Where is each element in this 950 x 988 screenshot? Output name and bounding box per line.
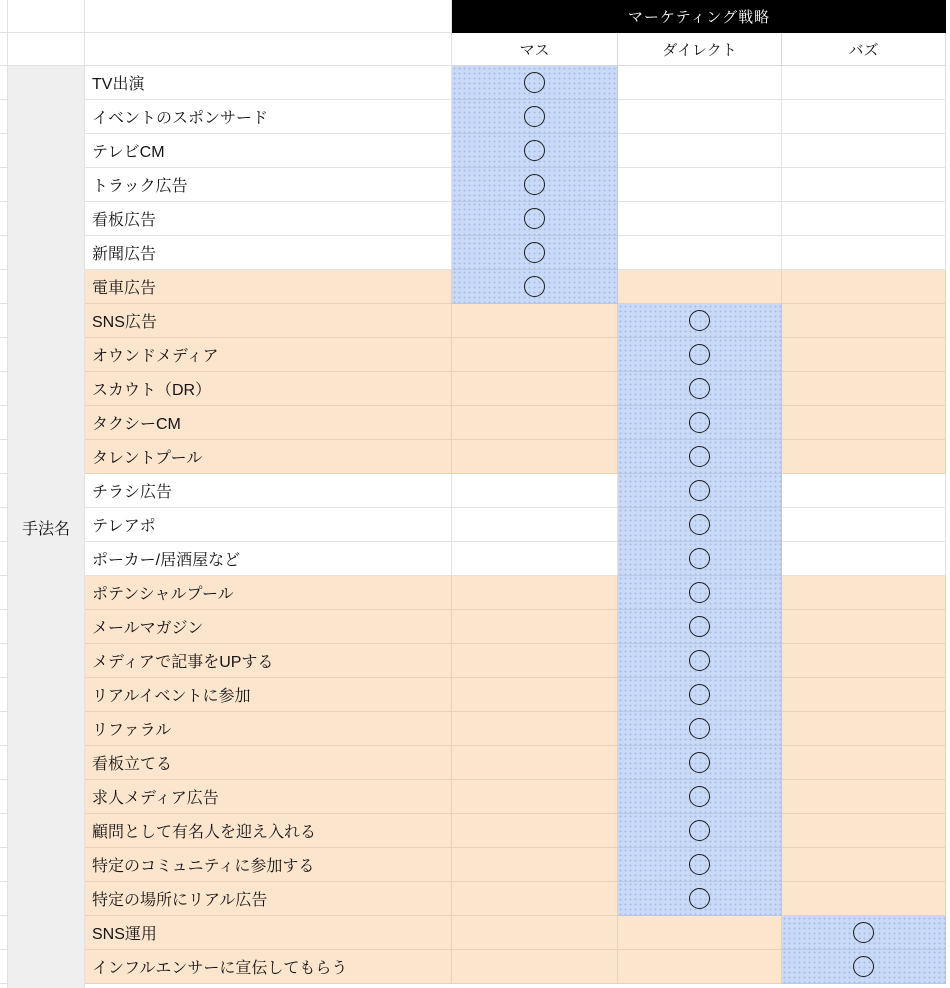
header-row-title xyxy=(0,0,950,33)
table-row xyxy=(85,950,950,984)
spacer-cell[interactable] xyxy=(85,0,452,33)
method-name-cell[interactable]: テレビCM xyxy=(85,134,452,168)
mass-strategy-cell[interactable] xyxy=(452,236,618,270)
table-row xyxy=(85,270,950,304)
circle-mark-icon xyxy=(524,106,545,127)
table-row xyxy=(85,236,950,270)
circle-mark-icon xyxy=(689,548,710,569)
table-row xyxy=(85,440,950,474)
method-name-cell[interactable]: イベントのスポンサード xyxy=(85,100,452,134)
direct-strategy-cell[interactable] xyxy=(618,168,782,202)
buzz-strategy-cell[interactable] xyxy=(782,66,946,100)
buzz-strategy-cell[interactable] xyxy=(782,406,946,440)
method-name-cell[interactable]: 新聞広告 xyxy=(85,236,452,270)
table-row xyxy=(85,610,950,644)
buzz-strategy-cell[interactable] xyxy=(782,440,946,474)
spacer-cell[interactable] xyxy=(8,0,85,33)
direct-strategy-cell[interactable] xyxy=(618,746,782,780)
direct-strategy-cell[interactable] xyxy=(618,236,782,270)
circle-mark-icon xyxy=(524,276,545,297)
header-row-columns xyxy=(0,33,950,66)
circle-mark-icon xyxy=(689,820,710,841)
direct-strategy-cell[interactable] xyxy=(618,304,782,338)
method-name-cell[interactable]: リアルイベントに参加 xyxy=(85,678,452,712)
method-name-cell[interactable]: 特定のコミュニティに参加する xyxy=(85,848,452,882)
circle-mark-icon xyxy=(689,344,710,365)
table-row xyxy=(85,848,950,882)
mass-strategy-cell[interactable] xyxy=(452,134,618,168)
direct-strategy-cell[interactable] xyxy=(618,950,782,984)
table-row xyxy=(85,644,950,678)
spacer-cell[interactable] xyxy=(0,0,8,33)
table-row xyxy=(85,882,950,916)
circle-mark-icon xyxy=(524,72,545,93)
mass-strategy-cell[interactable] xyxy=(452,678,618,712)
buzz-strategy-cell[interactable] xyxy=(782,882,946,916)
table-row xyxy=(85,542,950,576)
mass-strategy-cell[interactable] xyxy=(452,66,618,100)
buzz-strategy-cell[interactable] xyxy=(782,576,946,610)
mass-strategy-cell[interactable] xyxy=(452,576,618,610)
buzz-strategy-cell[interactable] xyxy=(782,304,946,338)
method-name-cell[interactable]: 看板立てる xyxy=(85,746,452,780)
mass-strategy-cell[interactable] xyxy=(452,780,618,814)
table-row xyxy=(85,338,950,372)
table-row xyxy=(85,712,950,746)
circle-mark-icon xyxy=(689,582,710,603)
circle-mark-icon xyxy=(689,718,710,739)
table-row xyxy=(85,576,950,610)
method-name-cell[interactable]: ポーカー/居酒屋など xyxy=(85,542,452,576)
direct-strategy-cell[interactable] xyxy=(618,678,782,712)
direct-strategy-cell[interactable] xyxy=(618,610,782,644)
mass-strategy-cell[interactable] xyxy=(452,440,618,474)
column-header-mass[interactable]: マス xyxy=(452,33,618,66)
buzz-strategy-cell[interactable] xyxy=(782,746,946,780)
method-name-cell[interactable]: 看板広告 xyxy=(85,202,452,236)
circle-mark-icon xyxy=(853,922,874,943)
buzz-strategy-cell[interactable] xyxy=(782,610,946,644)
direct-strategy-cell[interactable] xyxy=(618,644,782,678)
direct-strategy-cell[interactable] xyxy=(618,848,782,882)
buzz-strategy-cell[interactable] xyxy=(782,916,946,950)
table-row xyxy=(85,508,950,542)
table-row xyxy=(85,814,950,848)
circle-mark-icon xyxy=(524,174,545,195)
method-name-cell[interactable]: 顧問として有名人を迎え入れる xyxy=(85,814,452,848)
mass-strategy-cell[interactable] xyxy=(452,372,618,406)
table-row xyxy=(85,916,950,950)
buzz-strategy-cell[interactable] xyxy=(782,678,946,712)
method-name-cell[interactable]: チラシ広告 xyxy=(85,474,452,508)
direct-strategy-cell[interactable] xyxy=(618,882,782,916)
table-row xyxy=(85,678,950,712)
buzz-strategy-cell[interactable] xyxy=(782,848,946,882)
spacer-cell[interactable] xyxy=(0,33,8,66)
mass-strategy-cell[interactable] xyxy=(452,338,618,372)
buzz-strategy-cell[interactable] xyxy=(782,134,946,168)
mass-strategy-cell[interactable] xyxy=(452,746,618,780)
table-row xyxy=(85,474,950,508)
circle-mark-icon xyxy=(853,956,874,977)
table-row xyxy=(85,134,950,168)
buzz-strategy-cell[interactable] xyxy=(782,950,946,984)
mass-strategy-cell[interactable] xyxy=(452,882,618,916)
table-row xyxy=(85,100,950,134)
buzz-strategy-cell[interactable] xyxy=(782,236,946,270)
mass-strategy-cell[interactable] xyxy=(452,848,618,882)
mass-strategy-cell[interactable] xyxy=(452,304,618,338)
direct-strategy-cell[interactable] xyxy=(618,270,782,304)
edge-sliver xyxy=(946,33,950,66)
direct-strategy-cell[interactable] xyxy=(618,542,782,576)
circle-mark-icon xyxy=(689,616,710,637)
spacer-cell[interactable] xyxy=(8,33,85,66)
method-name-cell[interactable]: スカウト（DR） xyxy=(85,372,452,406)
mass-strategy-cell[interactable] xyxy=(452,508,618,542)
method-name-cell[interactable]: SNS広告 xyxy=(85,304,452,338)
circle-mark-icon xyxy=(689,378,710,399)
circle-mark-icon xyxy=(689,786,710,807)
buzz-strategy-cell[interactable] xyxy=(782,100,946,134)
direct-strategy-cell[interactable] xyxy=(618,916,782,950)
method-name-cell[interactable]: テレアポ xyxy=(85,508,452,542)
mass-strategy-cell[interactable] xyxy=(452,610,618,644)
direct-strategy-cell[interactable] xyxy=(618,406,782,440)
method-name-cell[interactable]: ポテンシャルプール xyxy=(85,576,452,610)
circle-mark-icon xyxy=(689,480,710,501)
circle-mark-icon xyxy=(689,412,710,433)
buzz-strategy-cell[interactable] xyxy=(782,780,946,814)
direct-strategy-cell[interactable] xyxy=(618,780,782,814)
direct-strategy-cell[interactable] xyxy=(618,134,782,168)
method-name-cell[interactable]: リファラル xyxy=(85,712,452,746)
mass-strategy-cell[interactable] xyxy=(452,814,618,848)
circle-mark-icon xyxy=(689,752,710,773)
direct-strategy-cell[interactable] xyxy=(618,338,782,372)
table-row xyxy=(85,66,950,100)
method-name-cell[interactable]: インフルエンサーに宣伝してもらう xyxy=(85,950,452,984)
method-name-cell[interactable]: SNS運用 xyxy=(85,916,452,950)
table-row xyxy=(85,202,950,236)
table-body xyxy=(0,66,950,988)
mass-strategy-cell[interactable] xyxy=(452,916,618,950)
circle-mark-icon xyxy=(689,514,710,535)
circle-mark-icon xyxy=(689,888,710,909)
column-header-direct[interactable]: ダイレクト xyxy=(618,33,782,66)
method-name-cell[interactable]: メールマガジン xyxy=(85,610,452,644)
column-header-buzz[interactable]: バズ xyxy=(782,33,946,66)
method-name-cell[interactable]: 特定の場所にリアル広告 xyxy=(85,882,452,916)
table-row xyxy=(85,746,950,780)
direct-strategy-cell[interactable] xyxy=(618,440,782,474)
buzz-strategy-cell[interactable] xyxy=(782,508,946,542)
method-name-cell[interactable]: タクシーCM xyxy=(85,406,452,440)
direct-strategy-cell[interactable] xyxy=(618,508,782,542)
mass-strategy-cell[interactable] xyxy=(452,712,618,746)
method-name-cell[interactable]: 求人メディア広告 xyxy=(85,780,452,814)
rows xyxy=(85,66,950,984)
direct-strategy-cell[interactable] xyxy=(618,100,782,134)
method-name-cell[interactable]: 電車広告 xyxy=(85,270,452,304)
edge-sliver xyxy=(946,0,950,33)
circle-mark-icon xyxy=(524,242,545,263)
method-name-cell[interactable]: TV出演 xyxy=(85,66,452,100)
spacer-cell[interactable] xyxy=(85,33,452,66)
buzz-strategy-cell[interactable] xyxy=(782,168,946,202)
buzz-strategy-cell[interactable] xyxy=(782,712,946,746)
direct-strategy-cell[interactable] xyxy=(618,372,782,406)
buzz-strategy-cell[interactable] xyxy=(782,474,946,508)
circle-mark-icon xyxy=(689,650,710,671)
method-name-cell[interactable]: トラック広告 xyxy=(85,168,452,202)
circle-mark-icon xyxy=(689,684,710,705)
table-row xyxy=(85,372,950,406)
table-row xyxy=(85,406,950,440)
buzz-strategy-cell[interactable] xyxy=(782,372,946,406)
method-name-cell[interactable]: メディアで記事をUPする xyxy=(85,644,452,678)
mass-strategy-cell[interactable] xyxy=(452,100,618,134)
mass-strategy-cell[interactable] xyxy=(452,168,618,202)
mass-strategy-cell[interactable] xyxy=(452,542,618,576)
row-group-label-cell[interactable]: 手法名 xyxy=(8,66,85,988)
mass-strategy-cell[interactable] xyxy=(452,644,618,678)
circle-mark-icon xyxy=(524,140,545,161)
buzz-strategy-cell[interactable] xyxy=(782,644,946,678)
method-name-cell[interactable]: タレントプール xyxy=(85,440,452,474)
circle-mark-icon xyxy=(524,208,545,229)
mass-strategy-cell[interactable] xyxy=(452,950,618,984)
direct-strategy-cell[interactable] xyxy=(618,202,782,236)
circle-mark-icon xyxy=(689,446,710,467)
direct-strategy-cell[interactable] xyxy=(618,474,782,508)
direct-strategy-cell[interactable] xyxy=(618,66,782,100)
mass-strategy-cell[interactable] xyxy=(452,202,618,236)
mass-strategy-cell[interactable] xyxy=(452,474,618,508)
direct-strategy-cell[interactable] xyxy=(618,814,782,848)
direct-strategy-cell[interactable] xyxy=(618,576,782,610)
mass-strategy-cell[interactable] xyxy=(452,270,618,304)
buzz-strategy-cell[interactable] xyxy=(782,270,946,304)
table-row xyxy=(85,304,950,338)
method-name-cell[interactable]: オウンドメディア xyxy=(85,338,452,372)
table-row xyxy=(85,168,950,202)
buzz-strategy-cell[interactable] xyxy=(782,814,946,848)
buzz-strategy-cell[interactable] xyxy=(782,542,946,576)
buzz-strategy-cell[interactable] xyxy=(782,338,946,372)
circle-mark-icon xyxy=(689,310,710,331)
circle-mark-icon xyxy=(689,854,710,875)
left-gutter-column xyxy=(0,66,8,988)
table-row xyxy=(85,780,950,814)
mass-strategy-cell[interactable] xyxy=(452,406,618,440)
direct-strategy-cell[interactable] xyxy=(618,712,782,746)
buzz-strategy-cell[interactable] xyxy=(782,202,946,236)
table-title-cell[interactable]: マーケティング戦略 xyxy=(452,0,946,33)
